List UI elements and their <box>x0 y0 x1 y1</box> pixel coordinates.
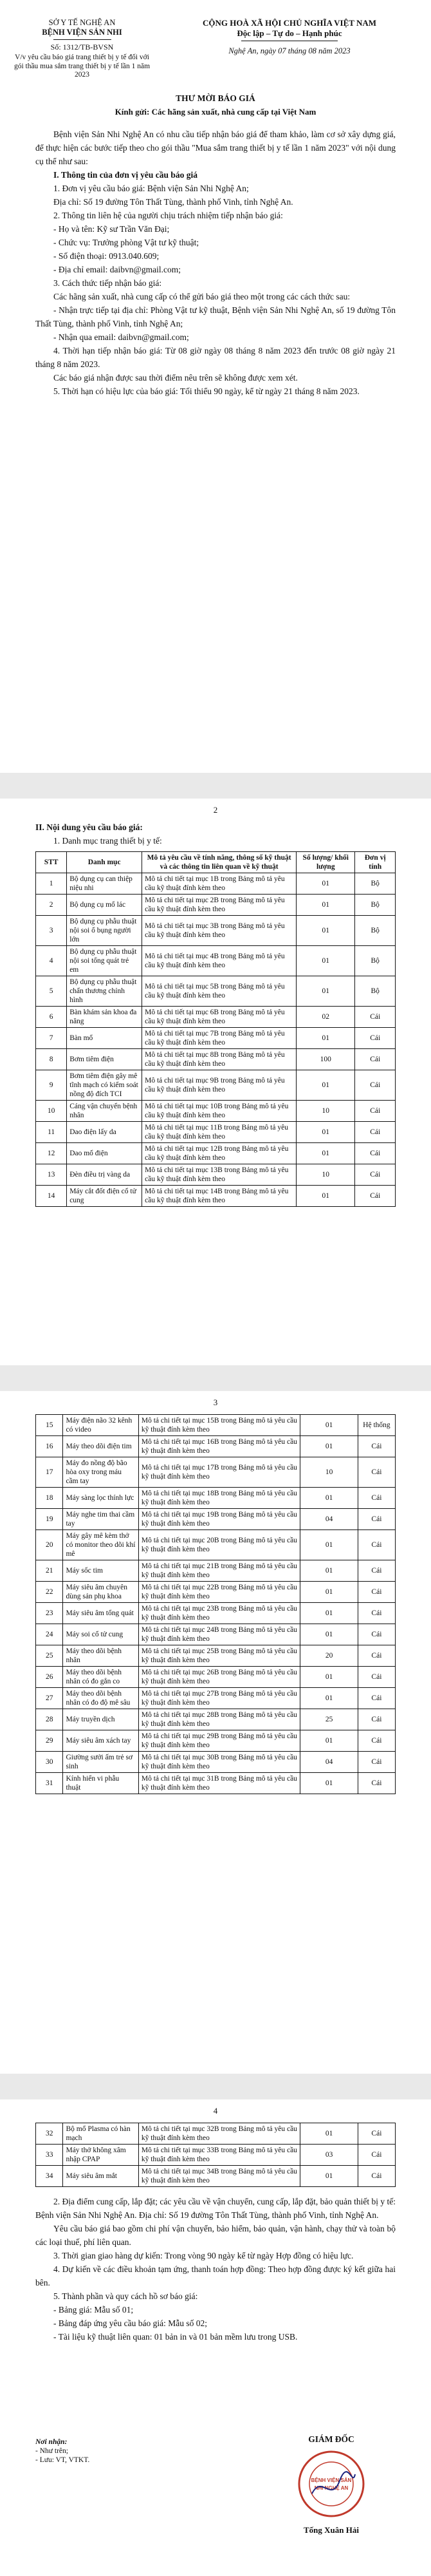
table-row <box>36 1049 396 1070</box>
item-description: Mô tả chi tiết tại mục 11B trong Bảng mô tả yêu cầu kỹ thuật đính kèm theo <box>142 1122 297 1143</box>
item-quantity: 01 <box>300 1603 358 1624</box>
quotation-validity: 5. Thời hạn có hiệu lực của báo giá: Tối thiểu 90 ngày, kể từ ngày 21 tháng 8 năm 2023. <box>53 386 360 396</box>
item-description: Mô tả chi tiết tại mục 30B trong Bảng mô tả yêu cầu kỹ thuật đính kèm theo <box>138 1752 300 1773</box>
org-line-2: BỆNH VIỆN SẢN NHI <box>42 28 122 37</box>
item-quantity: 01 <box>300 1730 358 1752</box>
item-quantity: 01 <box>297 916 355 946</box>
item-quantity: 01 <box>300 1530 358 1560</box>
row-number: 10 <box>36 1101 67 1122</box>
row-number: 1 <box>36 873 67 895</box>
item-quantity: 01 <box>300 1560 358 1582</box>
item-unit: Cái <box>358 1709 395 1730</box>
item-quantity: 01 <box>297 873 355 895</box>
equipment-table-page-4 <box>35 2123 396 2187</box>
dossier-response-form: - Bảng đáp ứng yêu cầu báo giá: Mẫu số 02; <box>53 2318 208 2328</box>
table-row <box>36 1667 396 1688</box>
item-name: Dao mổ điện <box>67 1143 142 1164</box>
item-name: Máy điện não 32 kênh có video <box>63 1415 138 1436</box>
item-name: Máy sốc tim <box>63 1560 138 1582</box>
item-name: Máy nghe tim thai cầm tay <box>63 1509 138 1530</box>
dossier-components-heading: 5. Thành phần và quy cách hồ sơ báo giá: <box>53 2291 198 2301</box>
row-number: 32 <box>36 2123 63 2145</box>
col-header-stt: STT <box>36 852 67 873</box>
item-name: Máy siêu âm tổng quát <box>63 1603 138 1624</box>
item-quantity: 01 <box>297 1070 355 1101</box>
item-name: Máy theo dõi bệnh nhân có đo gắn co <box>63 1667 138 1688</box>
row-number: 22 <box>36 1582 63 1603</box>
item-name: Máy gây mê kèm thở có monitor theo dõi khí mê <box>63 1530 138 1560</box>
closing-section <box>35 2195 396 2344</box>
table-header-row <box>36 852 396 873</box>
item-name: Máy theo dõi bệnh nhân có đo độ mê sâu <box>63 1688 138 1709</box>
item-unit: Cái <box>358 1560 395 1582</box>
item-unit: Cái <box>358 2123 395 2145</box>
table-row <box>36 1488 396 1509</box>
delivery-location: 2. Địa điểm cung cấp, lắp đặt; các yêu cầu về vận chuyển, cung cấp, lắp đặt, bảo quản thiết bị y tế: Bệnh viện Sản Nhi Nghệ An. Địa chỉ: Số 19 đường Tôn Thất Tùng, thành phố Vinh, tỉnh Nghệ An. <box>35 2197 396 2220</box>
row-number: 34 <box>36 2166 63 2187</box>
intro-paragraph: Bệnh viện Sản Nhi Nghệ An có nhu cầu tiếp nhận báo giá để tham khảo, làm cơ sở xây dựng giá, để thực hiện các bước tiếp theo cho gói thầu "Mua sắm trang thiết bị y tế lần 1 năm 2023" với nội dung cụ thể như sau: <box>35 129 396 166</box>
item-unit: Bộ <box>355 895 396 916</box>
recipient-item: - Như trên; <box>35 2447 68 2455</box>
table-row <box>36 1530 396 1560</box>
table-row <box>36 1773 396 1794</box>
item-quantity: 10 <box>297 1164 355 1186</box>
item-name: Bộ dụng cụ can thiệp niệu nhi <box>67 873 142 895</box>
table-row <box>36 1457 396 1488</box>
national-header <box>164 18 415 56</box>
item-description: Mô tả chi tiết tại mục 18B trong Bảng mô tả yêu cầu kỹ thuật đính kèm theo <box>138 1488 300 1509</box>
item-unit: Cái <box>355 1101 396 1122</box>
price-inclusions: Yêu cầu báo giá bao gồm chi phí vận chuyển, bảo hiểm, bảo quản, vận hành, chạy thử và toàn bộ các loại thuế, phí liên quan. <box>35 2224 396 2247</box>
item-description: Mô tả chi tiết tại mục 23B trong Bảng mô tả yêu cầu kỹ thuật đính kèm theo <box>138 1603 300 1624</box>
col-header-unit: Đơn vị tính <box>355 852 396 873</box>
table-row <box>36 2166 396 2187</box>
item-name: Bàn khám sản khoa đa năng <box>67 1007 142 1028</box>
item-unit: Cái <box>358 1752 395 1773</box>
item-unit: Cái <box>358 1773 395 1794</box>
item-name: Kính hiển vi phẫu thuật <box>63 1773 138 1794</box>
item-unit: Bộ <box>355 976 396 1007</box>
table-row <box>36 1101 396 1122</box>
item-description: Mô tả chi tiết tại mục 14B trong Bảng mô tả yêu cầu kỹ thuật đính kèm theo <box>142 1186 297 1207</box>
item-unit: Cái <box>355 1164 396 1186</box>
table-row <box>36 1415 396 1436</box>
receiving-method-direct: - Nhận trực tiếp tại địa chỉ: Phòng Vật tư kỹ thuật, Bệnh viện Sản Nhi Nghệ An, số 19 đường Tôn Thất Tùng, thành phố Vinh, tỉnh Nghệ An; <box>35 305 396 328</box>
row-number: 16 <box>36 1436 63 1457</box>
receiving-methods-heading: 3. Cách thức tiếp nhận báo giá: <box>53 278 162 288</box>
item-unit: Bộ <box>355 873 396 895</box>
row-number: 14 <box>36 1186 67 1207</box>
item-quantity: 20 <box>300 1645 358 1667</box>
item-quantity: 01 <box>297 1028 355 1049</box>
item-description: Mô tả chi tiết tại mục 15B trong Bảng mô tả yêu cầu kỹ thuật đính kèm theo <box>138 1415 300 1436</box>
late-quotation-note: Các báo giá nhận được sau thời điểm nêu trên sẽ không được xem xét. <box>53 373 298 383</box>
item-unit: Cái <box>358 1582 395 1603</box>
row-number: 5 <box>36 976 67 1007</box>
table-row <box>36 1028 396 1049</box>
page-number: 3 <box>213 1397 218 1407</box>
item-description: Mô tả chi tiết tại mục 34B trong Bảng mô tả yêu cầu kỹ thuật đính kèm theo <box>138 2166 300 2187</box>
item-description: Mô tả chi tiết tại mục 19B trong Bảng mô tả yêu cầu kỹ thuật đính kèm theo <box>138 1509 300 1530</box>
page-number: 4 <box>213 2106 218 2116</box>
table-row <box>36 1688 396 1709</box>
svg-text:NHI NGHỆ AN: NHI NGHỆ AN <box>314 2485 349 2491</box>
item-description: Mô tả chi tiết tại mục 3B trong Bảng mô tả yêu cầu kỹ thuật đính kèm theo <box>142 916 297 946</box>
row-number: 26 <box>36 1667 63 1688</box>
payment-terms: 4. Dự kiến về các điều khoản tạm ứng, thanh toán hợp đồng: Theo hợp đồng được ký kết giữa hai bên. <box>35 2264 396 2287</box>
row-number: 13 <box>36 1164 67 1186</box>
item-unit: Cái <box>358 1667 395 1688</box>
signer-name: Tống Xuân Hải <box>304 2525 359 2535</box>
item-description: Mô tả chi tiết tại mục 33B trong Bảng mô tả yêu cầu kỹ thuật đính kèm theo <box>138 2145 300 2166</box>
col-header-description: Mô tả yêu cầu về tính năng, thông số kỹ thuật và các thông tin liên quan về kỹ thuật <box>142 852 297 873</box>
receiving-methods-intro: Các hãng sản xuất, nhà cung cấp có thể gửi báo giá theo một trong các cách thức sau: <box>53 292 351 301</box>
table-row <box>36 895 396 916</box>
item-description: Mô tả chi tiết tại mục 29B trong Bảng mô tả yêu cầu kỹ thuật đính kèm theo <box>138 1730 300 1752</box>
item-description: Mô tả chi tiết tại mục 21B trong Bảng mô tả yêu cầu kỹ thuật đính kèm theo <box>138 1560 300 1582</box>
table-row <box>36 1582 396 1603</box>
item-quantity: 04 <box>300 1509 358 1530</box>
issuer-block <box>13 18 151 80</box>
row-number: 11 <box>36 1122 67 1143</box>
section-2-heading: II. Nội dung yêu cầu báo giá: <box>35 822 143 832</box>
item-quantity: 01 <box>300 1667 358 1688</box>
equipment-table-page-2 <box>35 851 396 1207</box>
col-header-quantity: Số lượng/ khối lượng <box>297 852 355 873</box>
item-name: Máy siêu âm xách tay <box>63 1730 138 1752</box>
item-name: Bơm tiêm điện gây mê tĩnh mạch có kiểm soát nồng độ đích TCI <box>67 1070 142 1101</box>
contact-phone: - Số điện thoại: 0913.040.609; <box>53 251 160 261</box>
item-name: Bộ dụng cụ phẫu thuật chấn thương chỉnh hình <box>67 976 142 1007</box>
item-unit: Cái <box>355 1028 396 1049</box>
table-row <box>36 916 396 946</box>
equipment-table-page-3 <box>35 1414 396 1794</box>
item-description: Mô tả chi tiết tại mục 26B trong Bảng mô tả yêu cầu kỹ thuật đính kèm theo <box>138 1667 300 1688</box>
row-number: 2 <box>36 895 67 916</box>
item-name: Bàn mổ <box>67 1028 142 1049</box>
contact-email: - Địa chỉ email: daibvn@gmail.com; <box>53 265 181 274</box>
item-quantity: 01 <box>300 1773 358 1794</box>
item-unit: Hệ thống <box>358 1415 395 1436</box>
equipment-list-heading: 1. Danh mục trang thiết bị y tế: <box>53 836 162 846</box>
col-header-item: Danh mục <box>67 852 142 873</box>
item-quantity: 02 <box>297 1007 355 1028</box>
row-number: 8 <box>36 1049 67 1070</box>
table-row <box>36 1143 396 1164</box>
table-row <box>36 946 396 976</box>
item-description: Mô tả chi tiết tại mục 24B trong Bảng mô tả yêu cầu kỹ thuật đính kèm theo <box>138 1624 300 1645</box>
item-quantity: 01 <box>297 976 355 1007</box>
item-description: Mô tả chi tiết tại mục 27B trong Bảng mô tả yêu cầu kỹ thuật đính kèm theo <box>138 1688 300 1709</box>
official-stamp <box>296 2448 367 2519</box>
svg-text:BỆNH VIỆN SẢN: BỆNH VIỆN SẢN <box>311 2477 352 2483</box>
table-row <box>36 1186 396 1207</box>
row-number: 31 <box>36 1773 63 1794</box>
row-number: 9 <box>36 1070 67 1101</box>
row-number: 18 <box>36 1488 63 1509</box>
item-unit: Cái <box>355 1143 396 1164</box>
row-number: 29 <box>36 1730 63 1752</box>
item-name: Bơm tiêm điện <box>67 1049 142 1070</box>
item-unit: Cái <box>358 1688 395 1709</box>
item-unit: Cái <box>355 1122 396 1143</box>
recipients-block <box>35 2438 89 2465</box>
row-number: 17 <box>36 1457 63 1488</box>
item-unit: Cái <box>358 1488 395 1509</box>
item-unit: Cái <box>358 1436 395 1457</box>
unit-address: Địa chỉ: Số 19 đường Tôn Thất Tùng, thành phố Vinh, tỉnh Nghệ An. <box>53 197 293 207</box>
document-title: THƯ MỜI BÁO GIÁ <box>176 93 255 103</box>
item-quantity: 03 <box>300 2145 358 2166</box>
item-quantity: 01 <box>300 1436 358 1457</box>
signature-block <box>267 2434 396 2535</box>
item-name: Máy siêu âm chuyên dùng sản phụ khoa <box>63 1582 138 1603</box>
item-name: Máy theo dõi bệnh nhân <box>63 1645 138 1667</box>
contact-heading: 2. Thông tin liên hệ của người chịu trách nhiệm tiếp nhận báo giá: <box>53 211 283 220</box>
contact-name: - Họ và tên: Kỹ sư Trần Văn Đại; <box>53 224 170 234</box>
table-row <box>36 1007 396 1028</box>
item-description: Mô tả chi tiết tại mục 31B trong Bảng mô tả yêu cầu kỹ thuật đính kèm theo <box>138 1773 300 1794</box>
item-unit: Cái <box>355 1049 396 1070</box>
page-gap <box>0 773 431 799</box>
item-quantity: 01 <box>300 2123 358 2145</box>
row-number: 23 <box>36 1603 63 1624</box>
row-number: 19 <box>36 1509 63 1530</box>
item-description: Mô tả chi tiết tại mục 32B trong Bảng mô tả yêu cầu kỹ thuật đính kèm theo <box>138 2123 300 2145</box>
item-unit: Cái <box>358 2145 395 2166</box>
item-unit: Bộ <box>355 946 396 976</box>
item-quantity: 04 <box>300 1752 358 1773</box>
item-description: Mô tả chi tiết tại mục 4B trong Bảng mô tả yêu cầu kỹ thuật đính kèm theo <box>142 946 297 976</box>
table-row <box>36 1645 396 1667</box>
item-quantity: 01 <box>300 1624 358 1645</box>
table-row <box>36 1730 396 1752</box>
item-quantity: 01 <box>300 1688 358 1709</box>
table-row <box>36 1709 396 1730</box>
item-description: Mô tả chi tiết tại mục 20B trong Bảng mô tả yêu cầu kỹ thuật đính kèm theo <box>138 1530 300 1560</box>
item-description: Mô tả chi tiết tại mục 13B trong Bảng mô tả yêu cầu kỹ thuật đính kèm theo <box>142 1164 297 1186</box>
row-number: 4 <box>36 946 67 976</box>
item-description: Mô tả chi tiết tại mục 12B trong Bảng mô tả yêu cầu kỹ thuật đính kèm theo <box>142 1143 297 1164</box>
table-row <box>36 1560 396 1582</box>
table-row <box>36 2123 396 2145</box>
item-description: Mô tả chi tiết tại mục 9B trong Bảng mô tả yêu cầu kỹ thuật đính kèm theo <box>142 1070 297 1101</box>
item-unit: Cái <box>358 1530 395 1560</box>
requesting-unit: 1. Đơn vị yêu cầu báo giá: Bệnh viện Sản Nhi Nghệ An; <box>53 184 249 193</box>
receiving-deadline: 4. Thời hạn tiếp nhận báo giá: Từ 08 giờ ngày 08 tháng 8 năm 2023 đến trước 08 giờ ngày 21 tháng 8 năm 2023. <box>35 346 396 369</box>
item-description: Mô tả chi tiết tại mục 7B trong Bảng mô tả yêu cầu kỹ thuật đính kèm theo <box>142 1028 297 1049</box>
item-quantity: 01 <box>297 895 355 916</box>
page-2 <box>0 799 431 1365</box>
signer-role: GIÁM ĐỐC <box>308 2434 354 2444</box>
item-unit: Cái <box>355 1070 396 1101</box>
page-1-body <box>35 128 396 398</box>
item-unit: Cái <box>355 1186 396 1207</box>
item-description: Mô tả chi tiết tại mục 22B trong Bảng mô tả yêu cầu kỹ thuật đính kèm theo <box>138 1582 300 1603</box>
item-quantity: 01 <box>300 1488 358 1509</box>
item-quantity: 01 <box>300 1415 358 1436</box>
item-unit: Cái <box>358 1730 395 1752</box>
row-number: 28 <box>36 1709 63 1730</box>
table-row <box>36 1509 396 1530</box>
motto: Độc lập – Tự do – Hạnh phúc <box>237 28 342 38</box>
page-number: 2 <box>213 805 218 815</box>
page-gap <box>0 1365 431 1391</box>
row-number: 6 <box>36 1007 67 1028</box>
row-number: 21 <box>36 1560 63 1582</box>
document-number: Số: 1312/TB-BVSN <box>50 43 114 52</box>
item-unit: Cái <box>355 1007 396 1028</box>
item-quantity: 01 <box>297 946 355 976</box>
item-description: Mô tả chi tiết tại mục 17B trong Bảng mô tả yêu cầu kỹ thuật đính kèm theo <box>138 1457 300 1488</box>
table-row <box>36 1164 396 1186</box>
table-row <box>36 2145 396 2166</box>
greeting: Kính gửi: Các hãng sản xuất, nhà cung cấp tại Việt Nam <box>115 107 316 117</box>
row-number: 7 <box>36 1028 67 1049</box>
dossier-technical-docs: - Tài liệu kỹ thuật liên quan: 01 bản in và 01 bản mềm lưu trong USB. <box>53 2332 298 2342</box>
row-number: 33 <box>36 2145 63 2166</box>
item-name: Máy soi cổ tử cung <box>63 1624 138 1645</box>
section-1-heading: I. Thông tin của đơn vị yêu cầu báo giá <box>53 170 198 180</box>
item-unit: Cái <box>358 2166 395 2187</box>
item-description: Mô tả chi tiết tại mục 25B trong Bảng mô tả yêu cầu kỹ thuật đính kèm theo <box>138 1645 300 1667</box>
item-description: Mô tả chi tiết tại mục 5B trong Bảng mô tả yêu cầu kỹ thuật đính kèm theo <box>142 976 297 1007</box>
item-name: Dao điện lấy da <box>67 1122 142 1143</box>
row-number: 27 <box>36 1688 63 1709</box>
page-1 <box>0 0 431 773</box>
row-number: 3 <box>36 916 67 946</box>
item-name: Giường sưởi ấm trẻ sơ sinh <box>63 1752 138 1773</box>
item-quantity: 10 <box>300 1457 358 1488</box>
item-name: Máy siêu âm mắt <box>63 2166 138 2187</box>
section-2-intro <box>35 820 396 848</box>
item-name: Cáng vận chuyển bệnh nhân <box>67 1101 142 1122</box>
item-name: Bộ dụng cụ phẫu thuật nội soi tổng quát trẻ em <box>67 946 142 976</box>
row-number: 15 <box>36 1415 63 1436</box>
item-name: Máy thở không xâm nhập CPAP <box>63 2145 138 2166</box>
item-name: Bộ dụng cụ phẫu thuật nội soi ổ bụng người lớn <box>67 916 142 946</box>
row-number: 12 <box>36 1143 67 1164</box>
item-quantity: 01 <box>300 1582 358 1603</box>
row-number: 25 <box>36 1645 63 1667</box>
item-name: Máy cắt đốt điện cổ tử cung <box>67 1186 142 1207</box>
item-description: Mô tả chi tiết tại mục 1B trong Bảng mô tả yêu cầu kỹ thuật đính kèm theo <box>142 873 297 895</box>
item-name: Máy sàng lọc thính lực <box>63 1488 138 1509</box>
dossier-price-form: - Bảng giá: Mẫu số 01; <box>53 2305 134 2315</box>
table-row <box>36 873 396 895</box>
table-row <box>36 1436 396 1457</box>
item-quantity: 01 <box>297 1143 355 1164</box>
item-description: Mô tả chi tiết tại mục 10B trong Bảng mô tả yêu cầu kỹ thuật đính kèm theo <box>142 1101 297 1122</box>
item-name: Bộ mổ Plasma có hàn mạch <box>63 2123 138 2145</box>
recipient-item: - Lưu: VT, VTKT. <box>35 2456 90 2464</box>
org-line-1: SỞ Y TẾ NGHỆ AN <box>48 18 116 27</box>
item-description: Mô tả chi tiết tại mục 28B trong Bảng mô tả yêu cầu kỹ thuật đính kèm theo <box>138 1709 300 1730</box>
item-unit: Cái <box>358 1457 395 1488</box>
issuer-underline <box>53 39 111 40</box>
receiving-method-email: - Nhận qua email: daibvn@gmail.com; <box>53 332 189 342</box>
item-quantity: 01 <box>297 1186 355 1207</box>
item-description: Mô tả chi tiết tại mục 16B trong Bảng mô tả yêu cầu kỹ thuật đính kèm theo <box>138 1436 300 1457</box>
document-subject: V/v yêu cầu báo giá trang thiết bị y tế đối với gói thầu mua sắm trang thiết bị y tế lần 1 năm 2023 <box>14 53 151 79</box>
item-unit: Cái <box>358 1603 395 1624</box>
page-3 <box>0 1391 431 2074</box>
table-row <box>36 1752 396 1773</box>
row-number: 24 <box>36 1624 63 1645</box>
document-date: Nghệ An, ngày 07 tháng 08 năm 2023 <box>228 46 351 55</box>
item-description: Mô tả chi tiết tại mục 8B trong Bảng mô tả yêu cầu kỹ thuật đính kèm theo <box>142 1049 297 1070</box>
table-row <box>36 1070 396 1101</box>
nation-title: CỘNG HOÀ XÃ HỘI CHỦ NGHĨA VIỆT NAM <box>202 18 377 28</box>
item-unit: Cái <box>358 1645 395 1667</box>
page-gap <box>0 2074 431 2099</box>
item-unit: Cái <box>358 1509 395 1530</box>
item-name: Bộ dụng cụ mổ lác <box>67 895 142 916</box>
page-4 <box>0 2099 431 2576</box>
item-description: Mô tả chi tiết tại mục 6B trong Bảng mô tả yêu cầu kỹ thuật đính kèm theo <box>142 1007 297 1028</box>
table-row <box>36 1603 396 1624</box>
item-name: Máy đo nồng độ bão hòa oxy trong máu cầm tay <box>63 1457 138 1488</box>
delivery-time: 3. Thời gian giao hàng dự kiến: Trong vòng 90 ngày kể từ ngày Hợp đồng có hiệu lực. <box>53 2251 354 2260</box>
table-row <box>36 1624 396 1645</box>
row-number: 30 <box>36 1752 63 1773</box>
item-quantity: 100 <box>297 1049 355 1070</box>
table-row <box>36 976 396 1007</box>
table-row <box>36 1122 396 1143</box>
item-description: Mô tả chi tiết tại mục 2B trong Bảng mô tả yêu cầu kỹ thuật đính kèm theo <box>142 895 297 916</box>
row-number: 20 <box>36 1530 63 1560</box>
item-quantity: 01 <box>297 1122 355 1143</box>
item-quantity: 10 <box>297 1101 355 1122</box>
recipients-label: Nơi nhận: <box>35 2438 68 2446</box>
item-name: Máy truyền dịch <box>63 1709 138 1730</box>
item-unit: Bộ <box>355 916 396 946</box>
item-quantity: 01 <box>300 2166 358 2187</box>
item-quantity: 25 <box>300 1709 358 1730</box>
contact-position: - Chức vụ: Trưởng phòng Vật tư kỹ thuật; <box>53 238 199 247</box>
item-unit: Cái <box>358 1624 395 1645</box>
item-name: Máy theo dõi điện tim <box>63 1436 138 1457</box>
item-name: Đèn điều trị vàng da <box>67 1164 142 1186</box>
